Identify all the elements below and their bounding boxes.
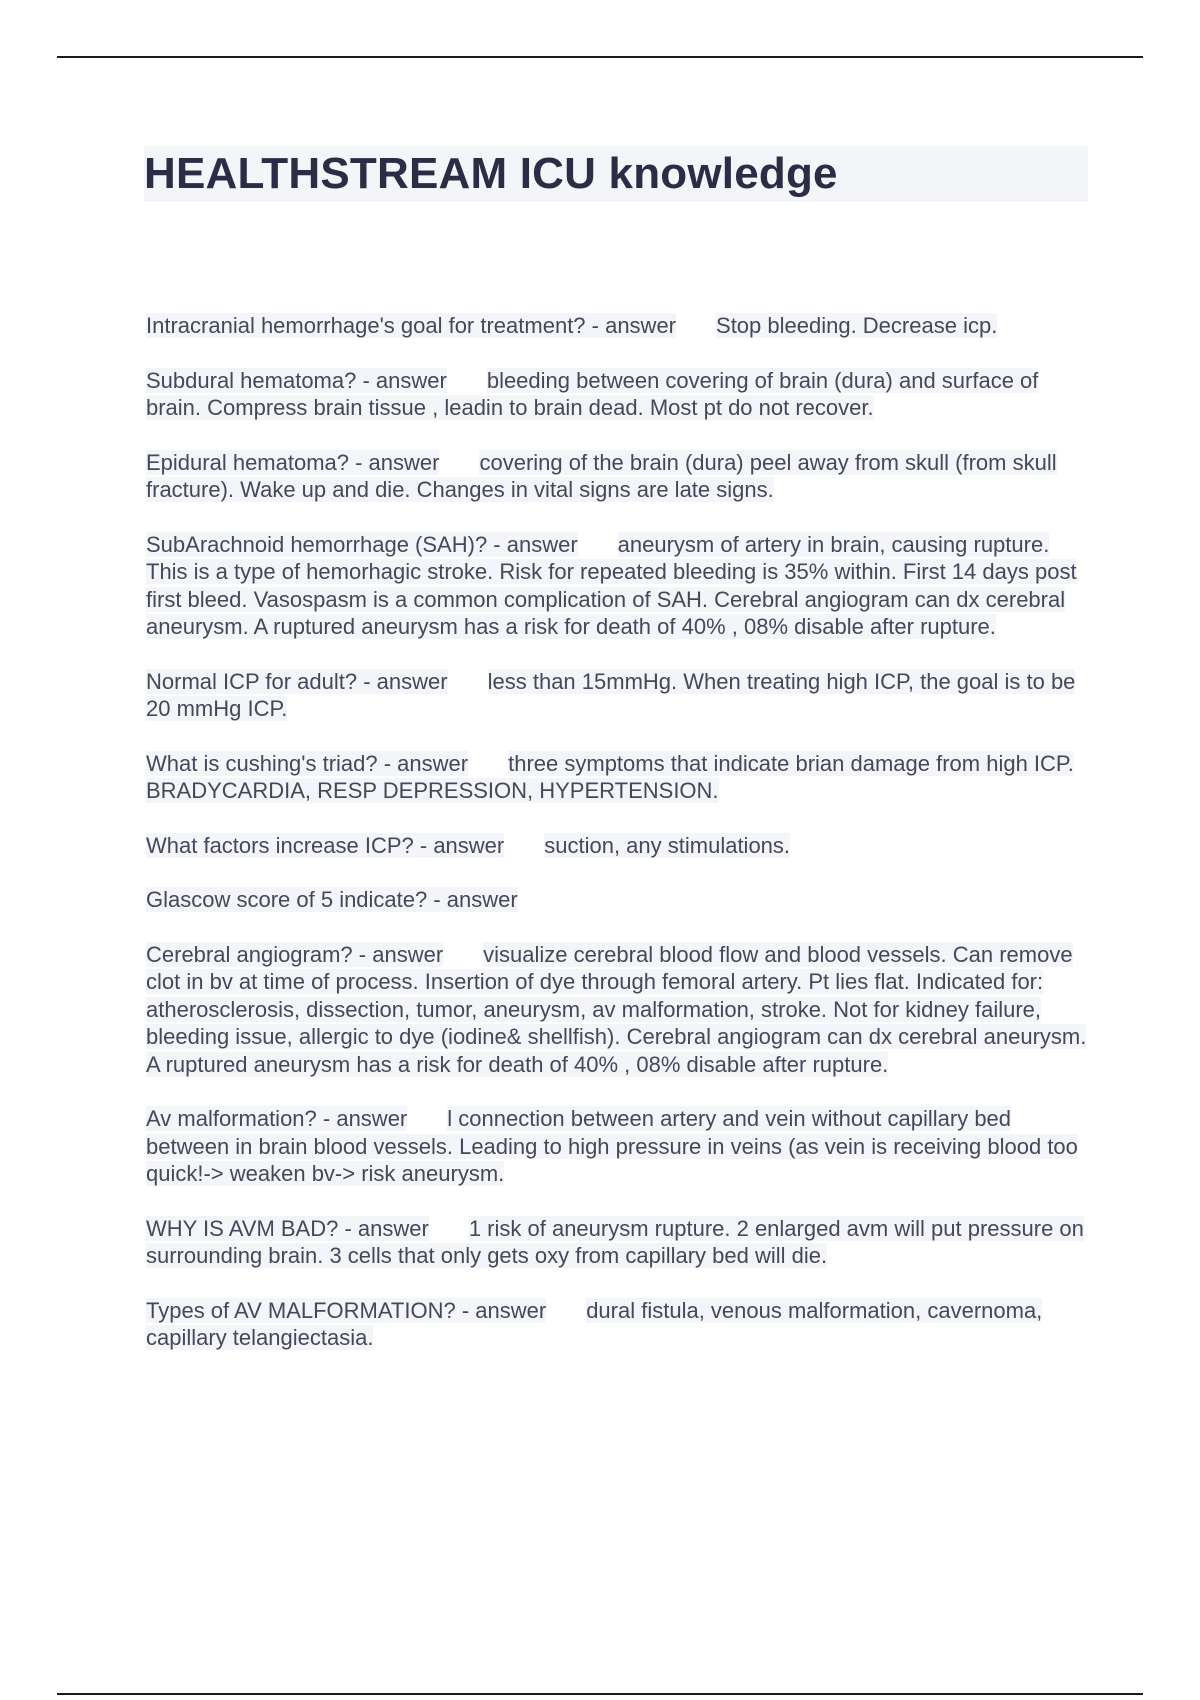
answer-text: dural fistula, venous malformation, cavernoma, capillary telangiectasia. — [146, 1297, 1043, 1350]
qa-item-1 — [146, 312, 1090, 340]
answer-text: visualize cerebral blood flow and blood vessels. Can remove clot in bv at time of process. Insertion of dye through femoral artery. Pt lies flat. Indicated for: atherosclerosis, dissection, tumor, aneurysm, av malformation, stroke. Not for kidney failure, bleeding issue, allergic to dye (iodine& shellfish). Cerebral angiogram can dx cerebral aneurysm. A ruptured aneurysm has a risk for death of 40% , 08% disable after rupture. — [146, 941, 1087, 1077]
qa-item-6 — [146, 750, 1090, 805]
question-text: Av malformation? - answer — [146, 1106, 408, 1131]
bottom-rule — [57, 1693, 1143, 1695]
document-title: HEALTHSTREAM ICU knowledge — [144, 146, 1088, 202]
answer-text: Stop bleeding. Decrease icp. — [716, 313, 998, 338]
answer-text: suction, any stimulations. — [544, 832, 791, 858]
qa-item-4 — [146, 531, 1090, 641]
answer-text: less than 15mmHg. When treating high ICP, the goal is to be 20 mmHg ICP. — [146, 668, 1076, 721]
question-text: Normal ICP for adult? - answer — [146, 668, 448, 694]
qa-item-10 — [146, 1105, 1090, 1188]
answer-text: covering of the brain (dura) peel away from skull (from skull fracture). Wake up and die. Changes in vital signs are late signs. — [146, 449, 1057, 502]
answer-text: 1 risk of aneurysm rupture. 2 enlarged avm will put pressure on surrounding brain. 3 cells that only gets oxy from capillary bed will die. — [146, 1215, 1084, 1268]
qa-item-11 — [146, 1215, 1090, 1270]
question-text: Epidural hematoma? - answer — [146, 449, 440, 475]
qa-item-7 — [146, 832, 1090, 860]
question-text: Types of AV MALFORMATION? - answer — [146, 1297, 547, 1323]
answer-text: bleeding between covering of brain (dura) and surface of brain. Compress brain tissue , leadin to brain dead. Most pt do not recover. — [146, 367, 1039, 420]
top-rule — [57, 56, 1143, 58]
qa-item-9 — [146, 941, 1090, 1079]
qa-item-8 — [146, 886, 1090, 914]
question-text: WHY IS AVM BAD? - answer — [146, 1215, 429, 1241]
answer-text: three symptoms that indicate brian damage from high ICP. BRADYCARDIA, RESP DEPRESSION, HYPERTENSION. — [146, 750, 1074, 803]
question-text: Glascow score of 5 indicate? - answer — [146, 887, 518, 912]
question-text: SubArachnoid hemorrhage (SAH)? - answer — [146, 531, 578, 557]
qa-item-2 — [146, 367, 1090, 422]
qa-item-3 — [146, 449, 1090, 504]
question-text: Cerebral angiogram? - answer — [146, 941, 444, 967]
question-text: Subdural hematoma? - answer — [146, 367, 447, 393]
qa-item-12 — [146, 1297, 1090, 1352]
question-text: Intracranial hemorrhage's goal for treatment? - answer — [146, 313, 677, 338]
question-text: What factors increase ICP? - answer — [146, 832, 505, 858]
question-text: What is cushing's triad? - answer — [146, 750, 469, 776]
answer-text: l connection between artery and vein without capillary bed between in brain blood vessels. Leading to high pressure in veins (as vein is receiving blood too quick!-> weaken bv-> risk aneurysm. — [146, 1106, 1078, 1186]
qa-list — [146, 312, 1090, 1379]
qa-item-5 — [146, 668, 1090, 723]
answer-text: aneurysm of artery in brain, causing rupture. This is a type of hemorhagic stroke. Risk for repeated bleeding is 35% within. First 14 days post first bleed. Vasospasm is a common complication of SAH. Cerebral angiogram can dx cerebral aneurysm. A ruptured aneurysm has a risk for death of 40% , 08% disable after rupture. — [146, 531, 1077, 639]
